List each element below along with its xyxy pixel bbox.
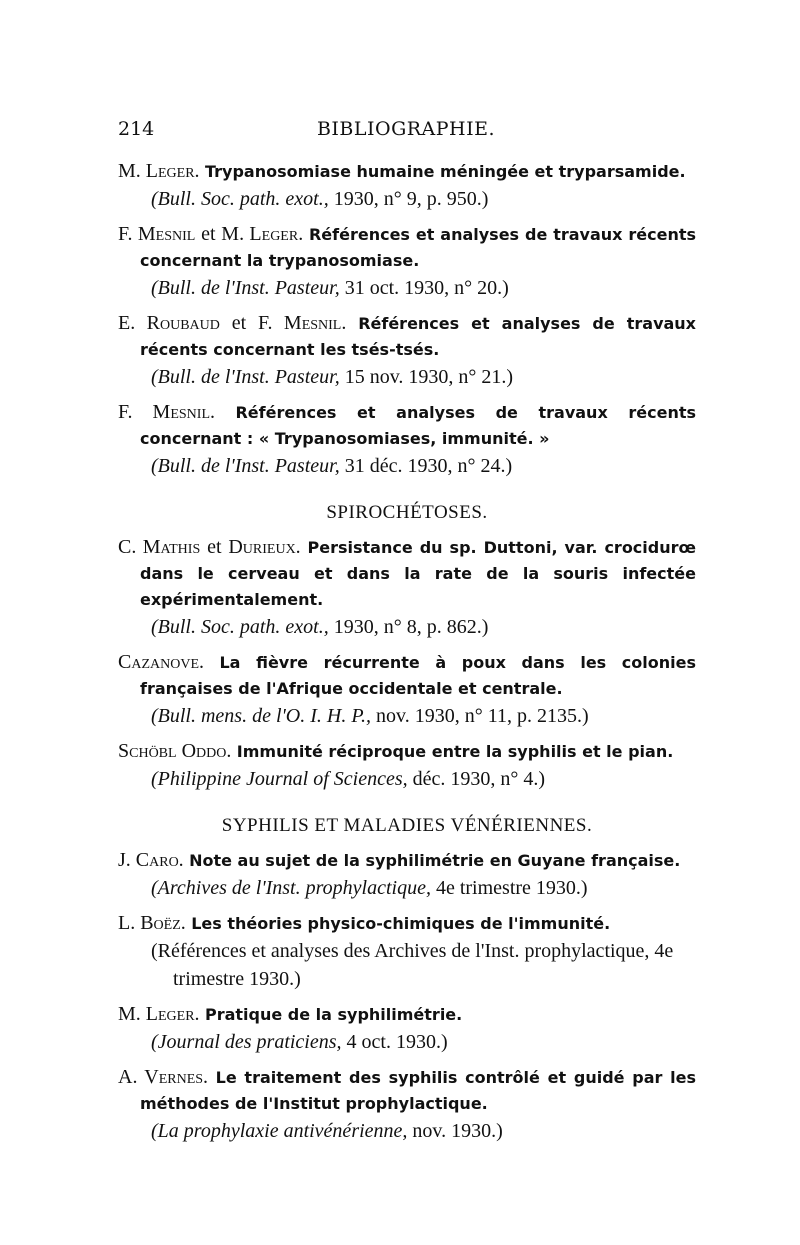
- bibliography-entry: [118, 158, 696, 213]
- entry-title: Le traitement des syphilis contrôlé et guidé par les méthodes de l'Institut prophylactique.: [140, 1068, 697, 1113]
- source-details: 4e trimestre 1930.): [430, 877, 588, 899]
- entry-author: F. Mesnil.: [257, 312, 347, 334]
- entry-author: Schöbl Oddo.: [118, 740, 232, 762]
- entry-author: F. Mesnil.: [118, 401, 216, 423]
- running-head-title: BIBLIOGRAPHIE.: [316, 118, 496, 140]
- entry-title: La fièvre récurrente à poux dans les colonies françaises de l'Afrique occidentale et centrale.: [140, 653, 697, 698]
- bibliography-entry: [118, 847, 696, 902]
- source-details: nov. 1930.): [407, 1120, 503, 1142]
- entry-source: [118, 274, 696, 302]
- entry-citation: [118, 738, 696, 765]
- entry-author: M. Leger.: [118, 160, 200, 182]
- entry-citation: [118, 399, 696, 452]
- entry-source: [118, 1028, 696, 1056]
- author-conjunction: et: [207, 536, 222, 558]
- entry-title: Trypanosomiase humaine méningée et tryparsamide.: [204, 162, 686, 181]
- entry-citation: [118, 847, 696, 874]
- source-details: (Références et analyses des Archives de l'Inst. prophylactique, 4e trimestre 1930.): [151, 940, 674, 990]
- source-details: 1930, n° 8, p. 862.): [328, 616, 489, 638]
- bibliography-entry: [118, 738, 696, 793]
- entry-citation: [118, 910, 696, 937]
- entry-title: Persistance du sp. Duttoni, var. crocidurœ dans le cerveau et dans la rate de la souris infectée expérimentalement.: [140, 538, 697, 609]
- entry-author: A. Vernes.: [118, 1066, 209, 1088]
- entry-citation: [118, 1064, 696, 1117]
- entry-author: J. Caro.: [118, 849, 184, 871]
- entry-author: C. Mathis: [118, 536, 201, 558]
- entry-author: Cazanove.: [118, 651, 204, 673]
- bibliography-entry: [118, 1064, 696, 1145]
- source-journal: (Journal des praticiens,: [151, 1031, 342, 1053]
- entry-citation: [118, 310, 696, 363]
- entry-title: Références et analyses de travaux récents concernant : « Trypanosomiases, immunité. »: [140, 403, 697, 448]
- source-details: 1930, n° 9, p. 950.): [328, 188, 489, 210]
- entry-source: [118, 452, 696, 480]
- bibliography-list: [118, 158, 696, 1153]
- entry-source: [118, 613, 696, 641]
- entry-source: [118, 937, 696, 993]
- bibliography-entry: [118, 1001, 696, 1056]
- entry-author: M. Leger.: [118, 1003, 200, 1025]
- entry-title: Note au sujet de la syphilimétrie en Guyane française.: [189, 851, 681, 870]
- author-conjunction: et: [231, 312, 247, 334]
- source-journal: (Bull. de l'Inst. Pasteur,: [151, 277, 340, 299]
- entry-source: [118, 363, 696, 391]
- entry-title: Pratique de la syphilimétrie.: [204, 1005, 463, 1024]
- source-details: 15 nov. 1930, n° 21.): [339, 366, 514, 388]
- entry-citation: [118, 534, 696, 613]
- page-number: 214: [118, 118, 155, 140]
- bibliography-entry: [118, 534, 696, 641]
- source-details: 31 déc. 1930, n° 24.): [339, 455, 513, 477]
- entry-source: [118, 1117, 696, 1145]
- entry-citation: [118, 1001, 696, 1028]
- entry-source: [118, 185, 696, 213]
- entry-citation: [118, 221, 696, 274]
- entry-author: F. Mesnil: [118, 223, 196, 245]
- entry-title: Les théories physico-chimiques de l'immunité.: [191, 914, 611, 933]
- source-journal: (Bull. de l'Inst. Pasteur,: [151, 366, 340, 388]
- entry-source: [118, 874, 696, 902]
- section-heading: SYPHILIS ET MALADIES VÉNÉRIENNES.: [221, 815, 593, 836]
- entry-source: [118, 702, 696, 730]
- source-details: 4 oct. 1930.): [341, 1031, 448, 1053]
- source-journal: (Bull. Soc. path. exot.,: [151, 188, 329, 210]
- source-journal: (Bull. mens. de l'O. I. H. P.,: [151, 705, 371, 727]
- source-journal: (Archives de l'Inst. prophylactique,: [151, 877, 431, 899]
- source-details: 31 oct. 1930, n° 20.): [339, 277, 509, 299]
- source-details: déc. 1930, n° 4.): [407, 768, 546, 790]
- bibliography-entry: [118, 649, 696, 730]
- entry-author: Durieux.: [228, 536, 301, 558]
- entry-source: [118, 765, 696, 793]
- source-details: nov. 1930, n° 11, p. 2135.): [371, 705, 589, 727]
- entry-citation: [118, 158, 696, 185]
- entry-author: M. Leger.: [221, 223, 304, 245]
- entry-author: L. Boëz.: [118, 912, 186, 934]
- entry-author: E. Roubaud: [118, 312, 220, 334]
- source-journal: (La prophylaxie antivénérienne,: [151, 1120, 408, 1142]
- bibliography-entry: [118, 310, 696, 391]
- author-conjunction: et: [201, 223, 216, 245]
- bibliography-entry: [118, 910, 696, 993]
- bibliography-entry: [118, 221, 696, 302]
- source-journal: (Philippine Journal of Sciences,: [151, 768, 408, 790]
- running-head: [118, 118, 694, 146]
- entry-title: Immunité réciproque entre la syphilis et le pian.: [236, 742, 674, 761]
- source-journal: (Bull. Soc. path. exot.,: [151, 616, 329, 638]
- source-journal: (Bull. de l'Inst. Pasteur,: [151, 455, 340, 477]
- section-heading: SPIROCHÉTOSES.: [326, 502, 488, 523]
- bibliography-entry: [118, 399, 696, 480]
- entry-citation: [118, 649, 696, 702]
- entry-title: Références et analyses de travaux récents concernant les tsés-tsés.: [140, 314, 697, 359]
- entry-title: Références et analyses de travaux récents concernant la trypanosomiase.: [140, 225, 697, 270]
